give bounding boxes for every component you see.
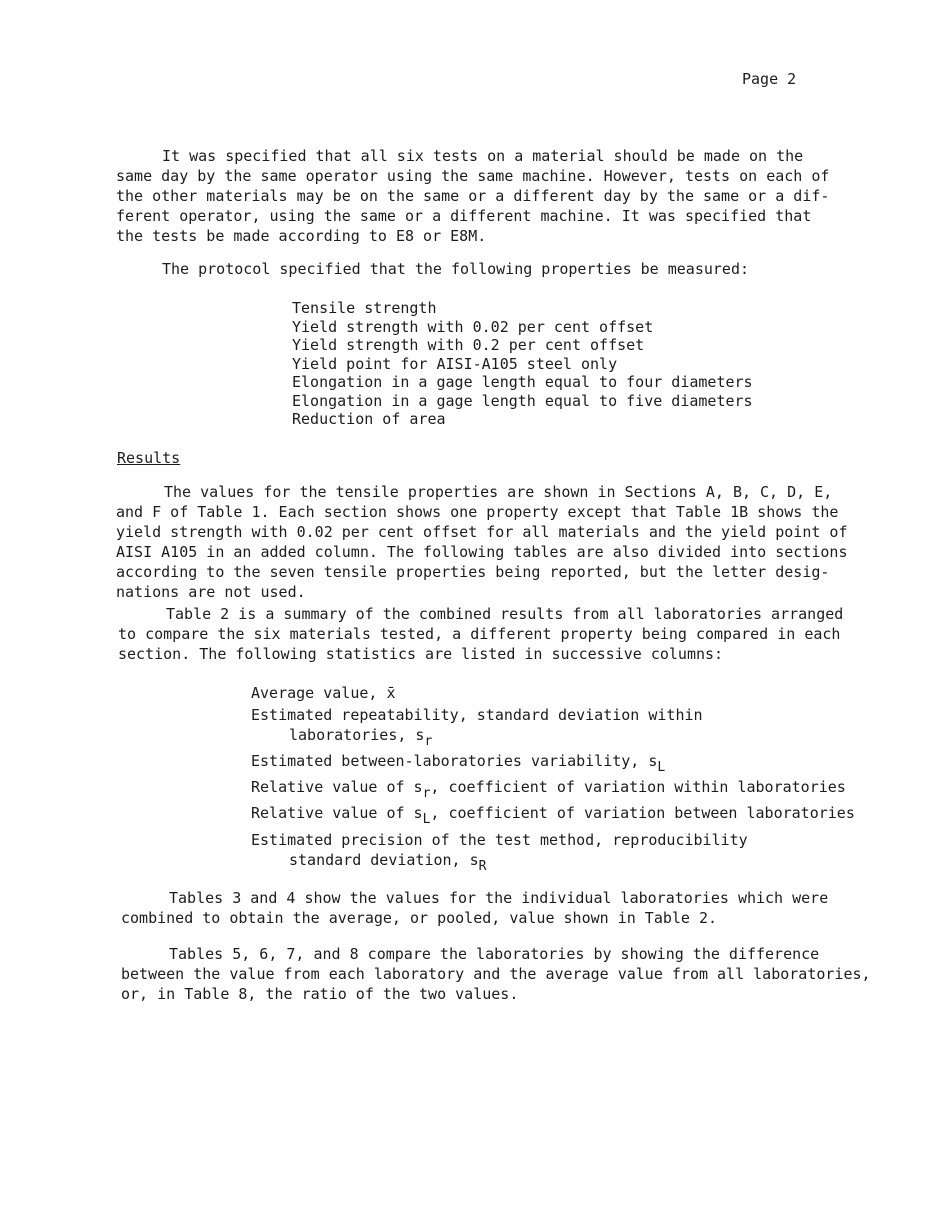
stat-relative-between: Relative value of $s_L$, coefficient of variation between laboratories: [251, 804, 855, 827]
stat-relative-within: Relative value of $s_r$, coefficient of variation within laboratories: [251, 778, 846, 801]
list-item: [251, 778, 855, 801]
list-item: Elongation in a gage length equal to four diameters: [292, 373, 753, 391]
stat-between-variability: Estimated between-laboratories variability, s: [251, 752, 658, 770]
property-list: [292, 299, 753, 429]
stat-precision-cont: standard deviation, $s_R$: [289, 851, 487, 874]
stat-repeatability: Estimated repeatability, standard deviation within: [251, 706, 703, 724]
list-item: Reduction of area: [292, 410, 446, 428]
page-number: Page 2: [742, 70, 797, 88]
list-item: [251, 830, 855, 874]
statistics-list: [251, 684, 855, 877]
paragraph-test-conditions: It was specified that all six tests on a material should be made on the same day by the same operator using the same machine. However, tests on each of the other materials may be on the same or a different day by the same or a dif- ferent operator, using the same or a different machine. It was specified that the tests be made according to E8 or E8M.: [116, 147, 830, 245]
paragraph-tables-5-8: Tables 5, 6, 7, and 8 compare the laboratories by showing the difference between the value from each laboratory and the average value from all laboratories, or, in Table 8, the ratio of the two values.: [121, 945, 871, 1003]
paragraph-table2-summary: Table 2 is a summary of the combined results from all laboratories arranged to compare the six materials tested, a different property being compared in each section. The following statistics are listed in successive columns:: [118, 605, 844, 663]
list-item: Estimated between-laboratories variability, $s_L$: [251, 752, 666, 775]
paragraph-protocol: The protocol specified that the following properties be measured:: [162, 260, 749, 278]
list-item: Tensile strength: [292, 299, 437, 317]
paragraph-tensile-values: The values for the tensile properties are shown in Sections A, B, C, D, E, and F of Table 1. Each section shows one property except that Table 1B shows the yield strength with 0.02 per cent offset for all materials and the yield point of AISI A105 in an added column. The following tables are also divided into sections according to the seven tensile properties being reported, but the letter desig- nations are not used.: [116, 483, 848, 601]
list-item: Yield strength with 0.02 per cent offset: [292, 317, 654, 336]
list-item: Elongation in a gage length equal to five diameters: [292, 391, 753, 410]
stat-precision: Estimated precision of the test method, reproducibility: [251, 831, 748, 849]
section-heading-results: Results: [117, 449, 181, 467]
list-item: Yield strength with 0.2 per cent offset: [292, 336, 645, 354]
list-item: [251, 804, 855, 827]
list-item: [251, 684, 855, 703]
stat-repeatability-cont: laboratories, $s_r$: [289, 726, 433, 749]
list-item: [251, 705, 855, 749]
paragraph-tables-3-4: Tables 3 and 4 show the values for the individual laboratories which were combined to obtain the average, or pooled, value shown in Table 2.: [121, 889, 829, 927]
list-item: Yield point for AISI-A105 steel only: [292, 354, 618, 373]
stat-average: Average value, x̄: [251, 684, 396, 702]
